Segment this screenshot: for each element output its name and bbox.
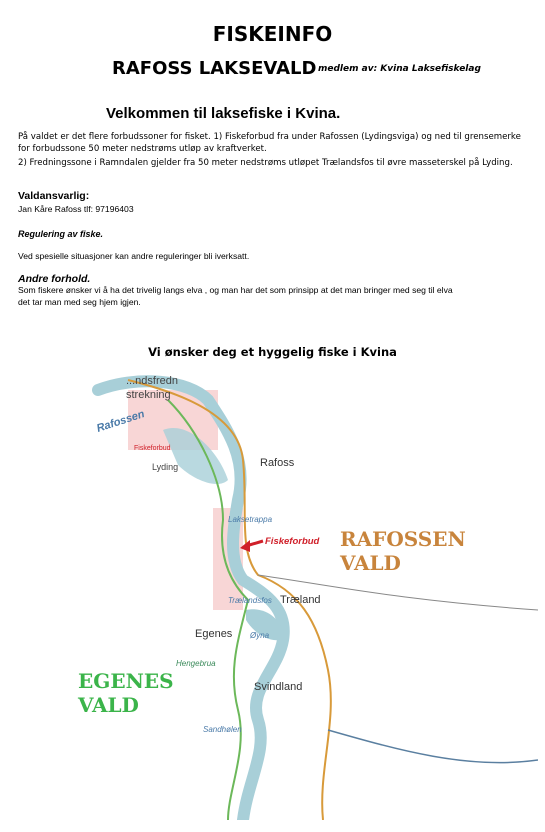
label-egenes-vald-2: VALD: [78, 693, 139, 717]
label-fiskeforbud-small: Fiskeforbud: [134, 445, 171, 452]
label-egenes-vald-1: EGENES: [78, 669, 174, 693]
label-traeland: Træland: [280, 594, 321, 606]
other-line-2: det tar man med seg hjem igjen.: [18, 297, 141, 307]
label-lyding: Lyding: [152, 462, 179, 472]
other-heading: Andre forhold.: [18, 273, 91, 285]
label-rafossen-vald-1: RAFOSSEN: [340, 527, 466, 551]
label-strekning-1: ...ndsfredn: [126, 375, 178, 387]
welcome-heading: Velkommen til laksefiske i Kvina.: [106, 105, 341, 122]
page-subtitle: RAFOSS LAKSEVALD: [112, 58, 317, 79]
intro-line-3: 2) Fredningssone i Ramndalen gjelder fra 50 meter nedstrøms utløpet Trælandsfos til øvre masseterskel på Lyding.: [18, 158, 513, 168]
responsible-heading: Valdansvarlig:: [18, 190, 90, 202]
regulation-heading: Regulering av fiske.: [18, 229, 104, 239]
label-laksetrappa: Laksetrappa: [228, 515, 273, 524]
label-svindland: Svindland: [254, 681, 303, 693]
label-oyna: Øyna: [250, 631, 270, 640]
map-caption: Vi ønsker deg et hyggelig fiske i Kvina: [148, 345, 397, 359]
label-traelandsfos: Trælandsfos: [228, 596, 272, 605]
label-rafoss: Rafoss: [260, 457, 295, 469]
intro-line-1: På valdet er det flere forbudssoner for fisket. 1) Fiskeforbud fra under Rafossen (Lydingsviga) og ned til grensemerke: [18, 132, 521, 142]
responsible-text: Jan Kåre Rafoss tlf: 97196403: [18, 204, 134, 214]
label-hengebrua: Hengebrua: [176, 659, 216, 668]
label-rafossen: Rafossen: [95, 408, 147, 435]
river-map: [68, 370, 538, 820]
label-egenes: Egenes: [195, 628, 233, 640]
label-strekning-2: strekning: [126, 389, 171, 401]
label-rafossen-vald-2: VALD: [340, 551, 401, 575]
intro-line-2: for forbudssone 50 meter nedstrøms utløp av kraftverket.: [18, 144, 267, 154]
label-sandholen: Sandhølen: [203, 725, 242, 734]
regulation-text: Ved spesielle situasjoner kan andre reguleringer bli iverksatt.: [18, 251, 250, 261]
other-line-1: Som fiskere ønsker vi å ha det trivelig langs elva , og man har det som prinsipp at det man bringer med seg til elva: [18, 285, 453, 295]
membership-note: medlem av: Kvina Laksefiskelag: [318, 64, 481, 74]
page-title: FISKEINFO: [212, 22, 333, 46]
label-fiskeforbud: Fiskeforbud: [265, 536, 320, 547]
